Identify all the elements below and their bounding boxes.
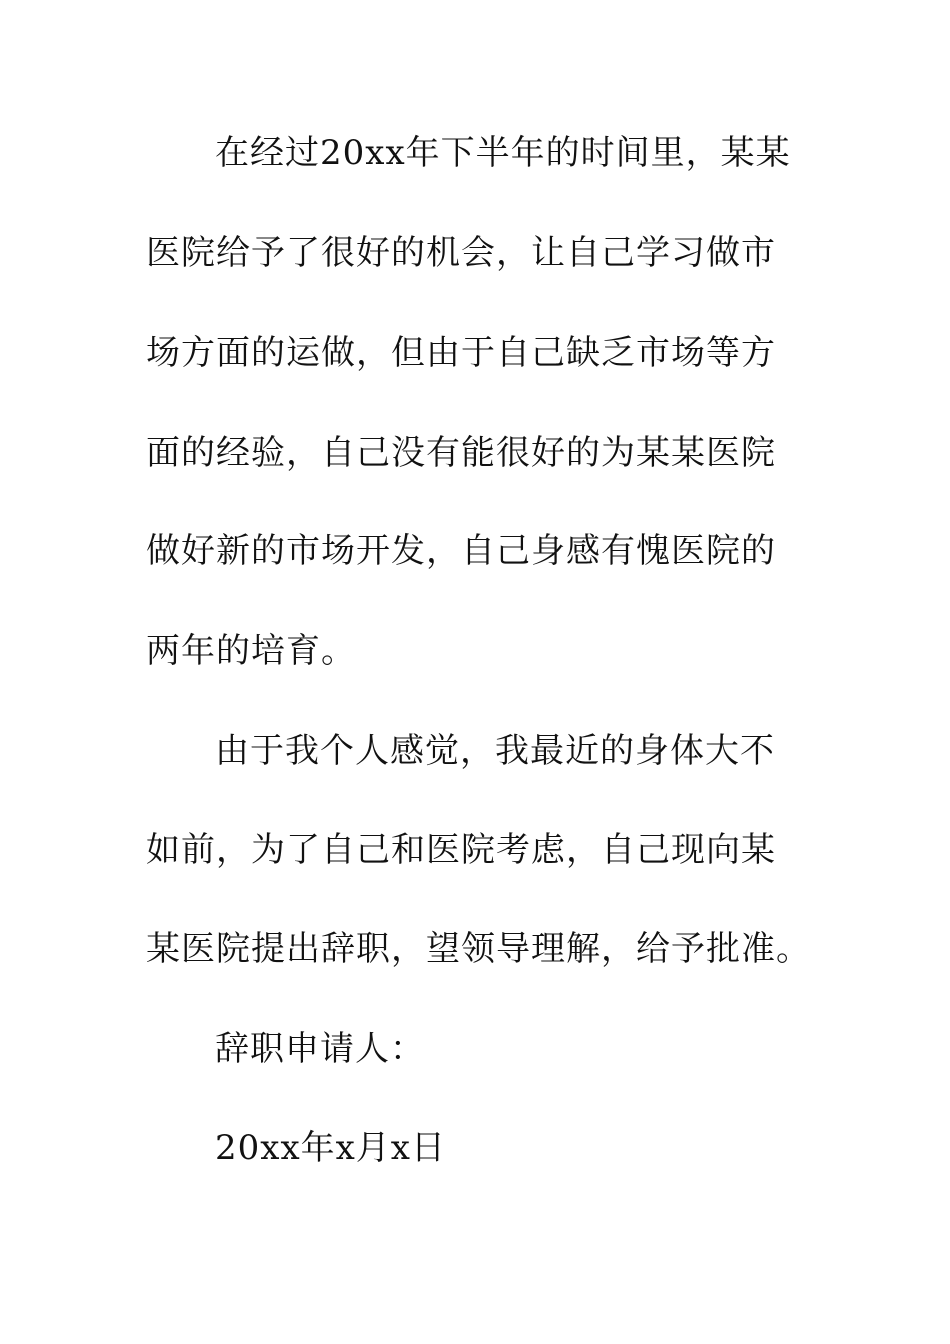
paragraph-1-line-1: 在经过20xx年下半年的时间里，某某: [215, 133, 791, 173]
date-line: 20xx年x月x日: [215, 1128, 446, 1168]
paragraph-2-line-1: 由于我个人感觉，我最近的身体大不: [215, 731, 775, 771]
paragraph-1-line-4: 面的经验，自己没有能很好的为某某医院: [146, 433, 776, 473]
paragraph-1-line-3: 场方面的运做，但由于自己缺乏市场等方: [146, 333, 776, 373]
paragraph-1-line-6: 两年的培育。: [146, 631, 356, 671]
applicant-label: 辞职申请人：: [215, 1029, 425, 1069]
paragraph-2-line-3: 某医院提出辞职，望领导理解，给予批准。: [146, 929, 811, 969]
paragraph-1-line-5: 做好新的市场开发，自己身感有愧医院的: [146, 531, 776, 571]
paragraph-1-line-2: 医院给予了很好的机会，让自己学习做市: [146, 233, 776, 273]
paragraph-2-line-2: 如前，为了自己和医院考虑，自己现向某: [146, 830, 776, 870]
